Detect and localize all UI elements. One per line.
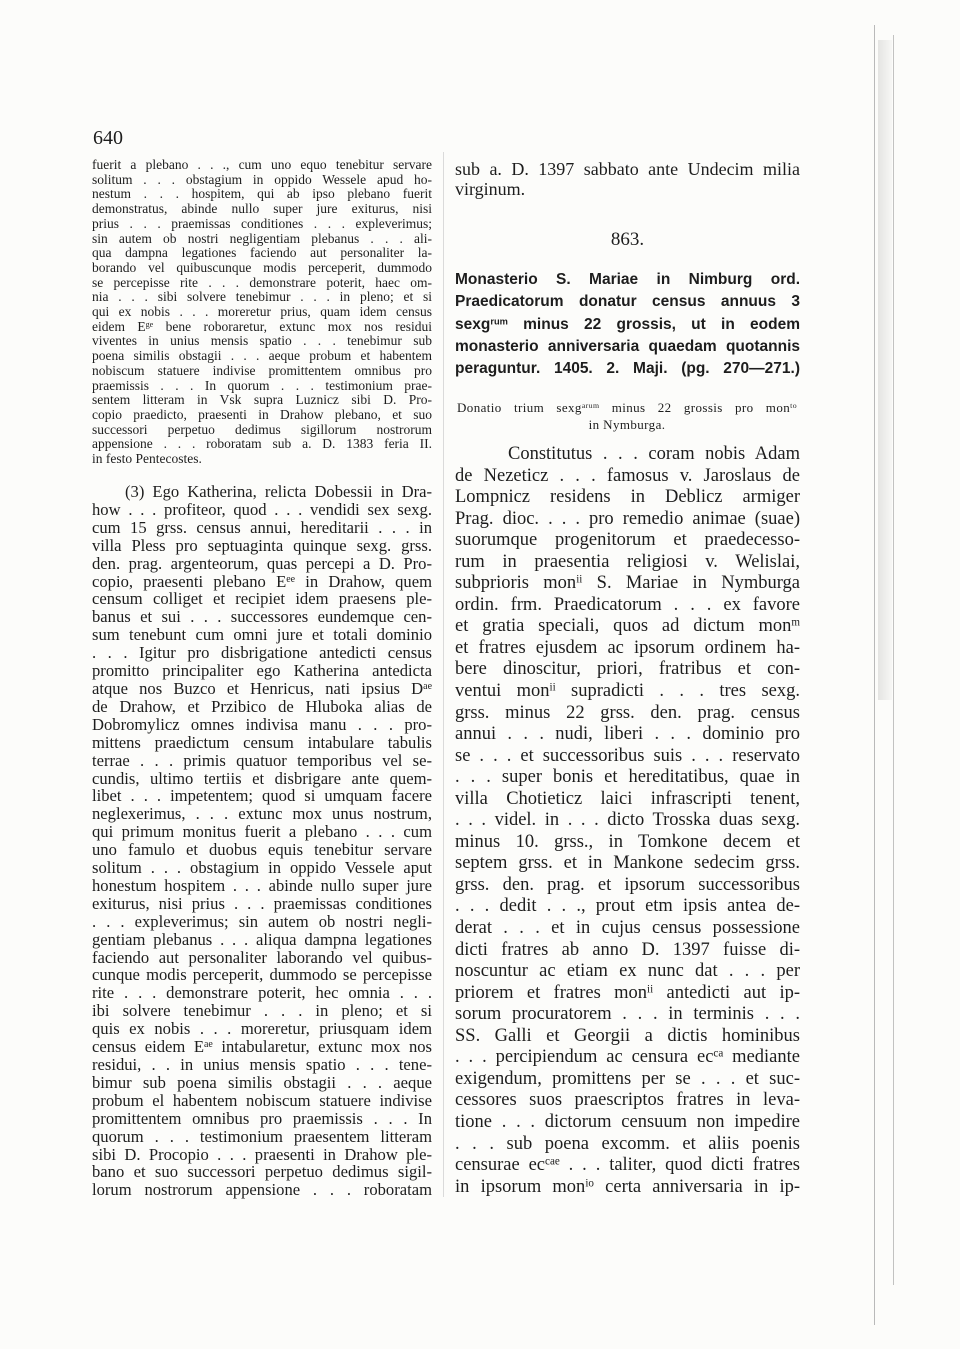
body-text-line: sum tenebunt cum omni jure et totali dominio — [92, 625, 432, 645]
body-text-line: faciendo aut personaliter laborando vel quibus- — [92, 947, 432, 967]
page-number: 640 — [93, 127, 123, 149]
body-text-line: . . . dedit . . ., prout etm ipsis antea de- — [455, 896, 800, 917]
text-run: in ipsorum mon — [455, 1176, 586, 1197]
body-text-line: suorumque progenitorum et praedecesso- — [455, 530, 800, 551]
scan-binding-shadow — [878, 40, 892, 700]
text-run: Donatio trium sexg — [457, 400, 582, 415]
body-text-line: promittentem omnibus pro praemissis . . . In — [92, 1108, 432, 1128]
body-text-line: . . . Igitur pro disbrigatione antedicti census — [92, 643, 432, 663]
small-text-line: in festo Pentecostes. — [92, 451, 202, 467]
text-run: atque nos Buzco et Henricus, nati ipsius D — [92, 678, 424, 698]
heading-line: Praedicatorum donatur census annuus 3 — [455, 293, 800, 311]
text-run: ventui mon — [455, 681, 550, 702]
small-text-line: fuerit a plebano . . ., cum uno equo tenebitur servare — [92, 157, 432, 172]
body-text-line: rum in praesentia religiosi v. Welislai, — [455, 551, 800, 572]
body-text-line — [455, 983, 800, 1005]
body-text-line: de Drahow, et Przibico de Hluboka alias de — [92, 696, 432, 716]
body-text-line: solitum . . . obstagium in oppido Vessele aput — [92, 858, 432, 878]
body-text-line: promitto principaliter ego Katherina antedicta — [92, 661, 432, 681]
body-text-line: honestum hospitem . . . abinde nullo super jure — [92, 875, 432, 895]
document-heading — [455, 269, 800, 380]
body-text-line: exiturus, nisi prius . . . praemissas conditiones — [92, 893, 432, 913]
superscript-abbreviation: arum — [581, 401, 600, 411]
body-text-line: . . . expleverimus; sin autem ob nostri negli- — [92, 911, 432, 931]
body-text-line: . . . videl. in . . . dicto Trosska duas sexg. — [455, 810, 800, 831]
body-text-line: cundis, ultimo tertiis et disbrigare ante quem- — [92, 768, 432, 788]
left-small-paragraph — [92, 158, 432, 467]
superscript-abbreviation: ii — [549, 681, 556, 694]
right-closing-paragraph — [455, 159, 800, 199]
summary-line: in Nymburga. — [588, 417, 666, 432]
small-text-line: nestum . . . hospitem, qui ab ipso plebano fuerit — [92, 186, 432, 202]
text-run: mediante — [723, 1047, 800, 1068]
text-run: et gratia speciali, quos ad dictum mon — [455, 616, 792, 637]
superscript-abbreviation: m — [791, 616, 800, 629]
body-text-line: cessores suos praescriptos fratres in leva- — [455, 1090, 800, 1111]
small-text-line: praemissis . . . In quorum . . . testimonium prae- — [92, 377, 432, 393]
superscript-abbreviation: ii — [576, 573, 583, 586]
body-text-line: bano et suo successori perpetuo dedimus sigil- — [92, 1162, 432, 1182]
body-text-line — [455, 1177, 800, 1199]
superscript-abbreviation: ge — [145, 319, 154, 329]
text-run: minus 22 grossis, ut in eodem — [507, 315, 800, 333]
document-number: 863. — [610, 229, 645, 250]
body-text-line: villa Chotieticz laici infrascripti tenent, — [455, 788, 800, 809]
text-run: . . . taliter, quod dicti fratres — [559, 1155, 800, 1176]
body-text-line: grss. den. prag. et ipsorum successoribus — [455, 874, 800, 895]
body-text-line — [92, 1038, 432, 1056]
body-text-line: annui . . . nudi, liberi . . . dominio pro — [455, 724, 800, 745]
body-text-line: derat . . . et in cujus census possessione — [455, 918, 800, 939]
body-text-line: septem grss. et in Mankone sedecim grss. — [455, 853, 800, 874]
body-text-line — [455, 681, 800, 703]
text-run: . . . percipiendum ac censura ec — [455, 1047, 714, 1068]
small-text-line: copio praedicto, praesenti in Drahow plebano, et suo — [92, 406, 432, 422]
summary-line — [457, 399, 797, 416]
heading-line — [455, 314, 800, 336]
small-text-line: poena similis obstagii . . . aeque probum et habentem — [92, 348, 432, 364]
body-text-line — [455, 1047, 800, 1069]
superscript-abbreviation: to — [790, 401, 797, 411]
body-text-line — [92, 573, 432, 591]
scan-page-edge — [874, 25, 875, 1325]
superscript-abbreviation: cae — [545, 1155, 560, 1168]
text-run: censurae ec — [455, 1155, 546, 1176]
small-text-line: appensione . . . roboratam sub a. D. 1383 feria II. — [92, 436, 432, 452]
body-text-line: . . . super bonis et hereditatibus, quae in — [455, 767, 800, 788]
body-text-line: den. prag. argenteorum, quas percepi a D. Pro- — [92, 553, 432, 573]
document-summary — [457, 399, 797, 433]
body-text-line — [455, 573, 800, 595]
text-run: antedicti aut ip- — [653, 982, 800, 1003]
body-text-line: terrae . . . primis quatuor temporibus vel se- — [92, 750, 432, 770]
small-text-line: prius . . . praemissas conditiones . . . expleverimus; — [92, 215, 432, 231]
small-text-line: demonstratus, abinde nullo super jure exiturus, nisi — [92, 201, 432, 217]
body-text-line: minus 10. grss., in Tomkone decem et — [455, 831, 800, 852]
small-text-line: nobiscum statuere indivise promittentem omnibus pro — [92, 362, 432, 378]
text-run: bene roboraretur, extunc mox nos residui — [153, 318, 432, 334]
small-text-line: sin autem ob nostri negligentiam plebanus . . . ali- — [92, 230, 432, 246]
small-text-line: successori perpetuo dedimus sigillorum nostrorum — [92, 421, 432, 437]
body-text-line: dicti fratres ab anno D. 1397 fuisse di- — [455, 939, 800, 960]
text-run: in Drahow, quem — [295, 571, 432, 591]
body-text-line — [455, 1155, 800, 1177]
body-text-line: virginum. — [455, 179, 526, 199]
text-run: eidem E — [92, 318, 146, 334]
small-text-line: borando vel quibuscunque modis perceperit, dummodo — [92, 259, 432, 275]
body-text-line: cum 15 grss. census annui, hereditarii . . . in — [92, 517, 432, 537]
body-text-line: censum colliget et recipiet idem praesens ple- — [92, 589, 432, 609]
body-text-line: probum el habentem nobiscum statuere indivise — [92, 1090, 432, 1110]
body-text-line — [92, 680, 432, 698]
body-text-line: cunque modis perceperit, dummodo se percepisse — [92, 965, 432, 985]
body-text-line: residui, . . in unius mensis spatio . . . tene- — [92, 1055, 432, 1074]
column-divider-rule — [443, 152, 444, 1197]
body-text-line: how . . . profiteor, quod . . . vendidi sex sexg. — [92, 499, 432, 519]
body-text-line: exigendum, promittens per se . . . et suc- — [455, 1068, 800, 1089]
text-run: supradicti . . . tres sexg. — [555, 681, 800, 702]
body-text-line: sorum procuratorem . . . in terminis . . . — [455, 1004, 800, 1025]
body-text-line: bimur sub poena similis obstagii . . . aeque — [92, 1072, 432, 1092]
text-run: minus 22 grossis pro mon — [599, 400, 791, 415]
body-text-line: Constitutus . . . coram nobis Adam — [508, 444, 800, 464]
body-text-line: se . . . et successoribus suis . . . reservato — [455, 745, 800, 766]
body-text-line: libet . . . impetentem; quod si umquam facere — [92, 786, 432, 806]
body-text-line: . . . sub poena excomm. et aliis poenis — [455, 1133, 800, 1154]
body-text-line: sibi D. Procopio . . . praesenti in Drahow ple- — [92, 1144, 432, 1164]
body-text-line: Dobromylicz omnes indivisa manu . . . pro- — [92, 714, 432, 734]
body-text-line: villa Pless pro septuaginta quinque sexg. grss. — [92, 535, 432, 555]
superscript-abbreviation: rum — [490, 315, 508, 326]
body-text-line: quis ex nobis . . . moreretur, priusquam idem — [92, 1019, 432, 1039]
superscript-abbreviation: io — [585, 1177, 594, 1190]
body-text-line: de Nezeticz . . . famosus v. Jaroslaus de — [455, 465, 800, 486]
small-text-line: solitum . . . obstagium in oppido Wessele apud ho- — [92, 171, 432, 187]
superscript-abbreviation: ii — [647, 983, 654, 996]
text-run: copio, praesenti plebano E — [92, 571, 287, 591]
body-text-line: neglexerimus, . . . extunc mox unus nostrum, — [92, 804, 432, 824]
body-text-line: SS. Galli et Georgii a dictis hominibus — [455, 1025, 800, 1046]
body-text-line: Prag. dioc. . . . pro remedio animae (suae) — [455, 508, 800, 529]
left-main-paragraph — [92, 483, 432, 1199]
scan-page-edge — [893, 35, 894, 1285]
text-run: census eidem E — [92, 1037, 204, 1057]
text-run: sexg — [455, 315, 491, 333]
body-text-line: ordin. frm. Praedicatorum . . . ex favore — [455, 594, 800, 615]
small-text-line: qua dampna legationes faciendo aut personaliter la- — [92, 245, 432, 261]
superscript-abbreviation: ca — [713, 1047, 724, 1060]
body-text-line: banus et sui . . . successores eundemque cen- — [92, 607, 432, 627]
small-text-line: qui ex nobis . . . moreretur prius, quam idem census — [92, 304, 432, 320]
text-run: intabularetur, extunc mox nos — [212, 1037, 432, 1057]
body-text-line: rite . . . demonstrare poterit, hec omnia . . . — [92, 983, 432, 1003]
heading-line: peraguntur. 1405. 2. Maji. (pg. 270—271.) — [455, 360, 800, 378]
text-run: certa anniversaria in ip- — [593, 1176, 800, 1197]
body-text-line: gentiam plebanus . . . aliqua dampna legationes — [92, 929, 432, 949]
body-text-line: mittens praedictum censum intabulare tabulis — [92, 732, 432, 752]
small-text-line: nia . . . sibi solvere tenebimur . . . in pleno; et si — [92, 289, 432, 305]
body-text-line: sub a. D. 1397 sabbato ante Undecim milia — [455, 159, 800, 179]
body-text-line: lorum nostrorum appensione . . . roboratam — [92, 1180, 432, 1200]
body-text-line: Lompnicz residens in Deblicz armiger — [455, 487, 800, 508]
small-text-line: sentem litteram in Vsk supra Luznicz sibi D. Pro- — [92, 392, 432, 408]
body-text-line: grss. minus 22 grss. den. prag. census — [455, 702, 800, 723]
body-text-line: et fratres ejusdem ac ipsorum ordinem ha- — [455, 637, 800, 658]
body-text-line: qui primum monitus fuerit a plebano . . . cum — [92, 822, 432, 842]
body-text-line: uno famulo et duobus equis tenebitur servare — [92, 840, 432, 860]
small-text-line: viventes in unius mensis spatio . . . tenebimur sub — [92, 333, 432, 349]
small-text-line — [92, 320, 432, 335]
text-run: priorem et fratres mon — [455, 982, 648, 1003]
text-run: S. Mariae in Nymburga — [582, 573, 800, 594]
body-text-line: quorum . . . testimonium praesentem litteram — [92, 1126, 432, 1146]
body-text-line — [455, 616, 800, 638]
superscript-abbreviation: ae — [423, 681, 432, 692]
body-text-line: bere dinoscitur, priori, fratribus et con- — [455, 659, 800, 680]
right-body-paragraph — [455, 444, 800, 1198]
text-run: subprioris mon — [455, 573, 577, 594]
heading-line: monasterio anniversaria quaedam quotannis — [455, 337, 800, 355]
heading-line: Monasterio S. Mariae in Nimburg ord. — [455, 271, 800, 288]
superscript-abbreviation: ee — [286, 573, 296, 585]
body-text-line: tione . . . dictorum censuum non impedire — [455, 1111, 800, 1132]
body-text-line: (3) Ego Katherina, relicta Dobessii in Dra- — [125, 482, 432, 501]
superscript-abbreviation: ae — [203, 1039, 213, 1051]
body-text-line: ibi solvere tenebimur . . . in pleno; et si — [92, 1001, 432, 1021]
small-text-line: se percepisse rite . . . demonstrare poterit, haec om- — [92, 274, 432, 290]
body-text-line: noscuntur ac etiam ex nunc dat . . . per — [455, 961, 800, 982]
